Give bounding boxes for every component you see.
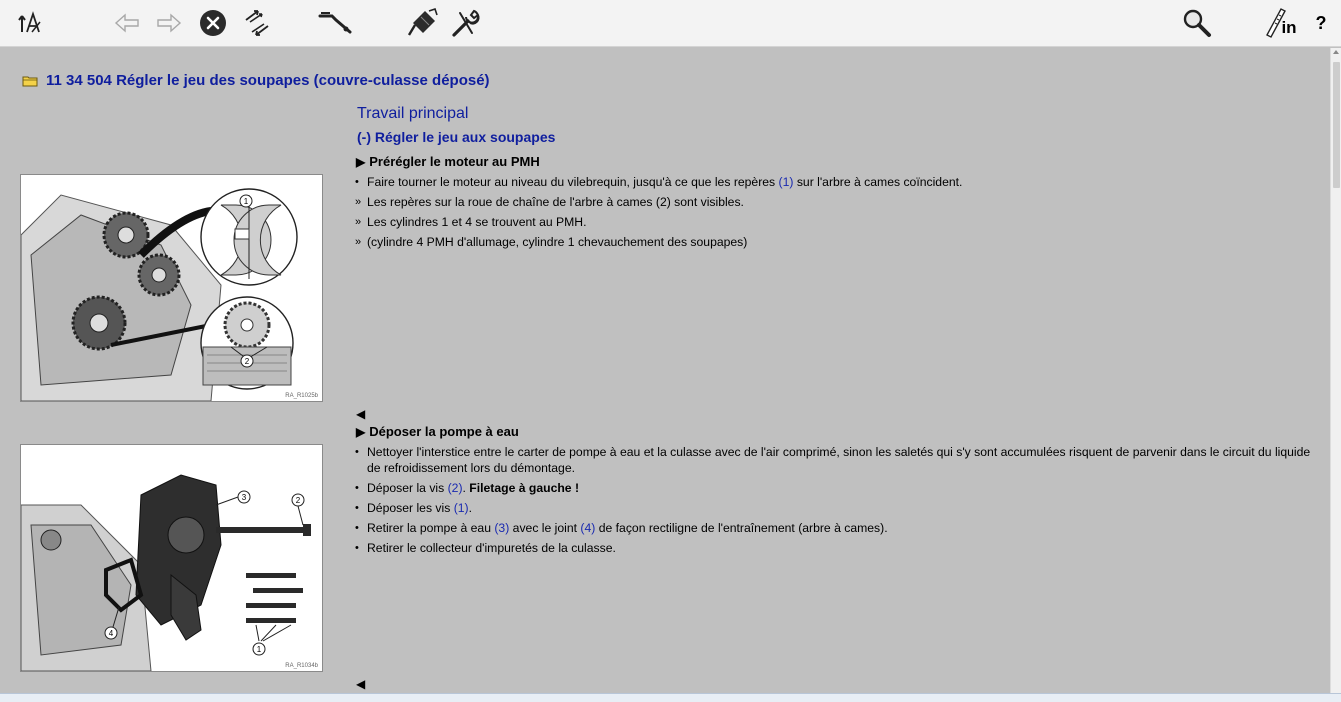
line-text: Les repères sur la roue de chaîne de l'arbre à cames (2) sont visibles. (367, 195, 744, 209)
step-2-marker: ▶ (356, 424, 366, 439)
callout-2: 2 (244, 357, 250, 366)
sync-button[interactable] (240, 6, 274, 40)
step-1-line-3 (355, 214, 1325, 230)
step-2-line-1 (355, 444, 1325, 476)
wrench-button[interactable] (449, 6, 483, 40)
result-marker: » (355, 216, 362, 228)
line-text: . (462, 481, 470, 495)
section-heading: Travail principal (357, 105, 469, 122)
tool-icon (318, 8, 352, 38)
line-text: Faire tourner le moteur au niveau du vilebrequin, jusqu'à ce que les repères (367, 175, 779, 189)
step-2-back-arrow[interactable]: ◀ (356, 677, 366, 691)
line-text: Nettoyer l'interstice entre le carter de pompe à eau et la culasse avec de l'air comprimé, sinon les saletés qui s'y sont accumulées risquent de parvenir dans le circuit du liquide de refroidissement lors du démontage. (367, 445, 1311, 475)
scroll-up-arrow-icon[interactable] (1333, 50, 1339, 54)
line-text: (cylindre 4 PMH d'allumage, cylindre 1 chevauchement des soupapes) (367, 235, 748, 249)
callout-1: 1 (256, 645, 262, 654)
line-text: avec le joint (509, 521, 581, 535)
help-button[interactable] (1304, 6, 1338, 40)
document-title-row (22, 72, 490, 89)
figure-camshaft-timing (20, 174, 323, 402)
bullet-marker: • (355, 446, 359, 458)
help-icon: ? (1315, 12, 1327, 33)
grease-gun-button[interactable] (406, 6, 440, 40)
wrench-icon (450, 7, 482, 39)
step-2-title: Déposer la pompe à eau (369, 424, 519, 439)
vertical-scrollbar[interactable] (1330, 48, 1341, 693)
line-text: . (468, 501, 472, 515)
document-title: 11 34 504 Régler le jeu des soupapes (couvre-culasse déposé) (46, 72, 490, 89)
step-1-line-1 (355, 174, 1325, 190)
document-viewer (12, 48, 1330, 693)
callout-1: 1 (243, 197, 249, 206)
water-pump-illustration (21, 445, 322, 671)
step-1-back-arrow[interactable]: ◀ (356, 407, 366, 421)
grease-gun-icon (407, 7, 439, 39)
magnifier-icon (1182, 8, 1212, 38)
reference-link-1[interactable]: (1) (453, 501, 469, 515)
bullet-marker: • (355, 522, 359, 534)
callout-4: 4 (108, 629, 114, 638)
forward-button[interactable] (152, 6, 186, 40)
line-text: Retirer le collecteur d'impuretés de la culasse. (367, 541, 616, 555)
callout-3: 3 (241, 493, 247, 502)
figure-code: RA_R1025b (285, 393, 318, 399)
toolbar (0, 0, 1341, 47)
step-2-line-3 (355, 500, 1325, 516)
reference-link-2[interactable]: (2) (447, 481, 463, 495)
figure-code: RA_R1034b (285, 663, 318, 669)
reference-link-3[interactable]: (3) (494, 521, 510, 535)
warning-text: Filetage à gauche ! (469, 481, 580, 495)
camshaft-timing-illustration (21, 175, 322, 401)
overview-icon (18, 10, 44, 36)
info-label: in (1281, 18, 1297, 37)
folder-icon (22, 75, 38, 87)
bullet-marker: • (355, 176, 359, 188)
line-text: Retirer la pompe à eau (367, 521, 495, 535)
step-1-heading (356, 154, 540, 169)
figure-water-pump (20, 444, 323, 672)
line-text: Déposer la vis (367, 481, 448, 495)
step-2-heading (356, 424, 519, 439)
step-2-line-4 (355, 520, 1325, 536)
close-button[interactable] (196, 6, 230, 40)
back-button[interactable] (110, 6, 144, 40)
bullet-marker: • (355, 502, 359, 514)
step-2-line-2 (355, 480, 1325, 496)
overview-button[interactable] (14, 6, 48, 40)
close-icon (199, 9, 227, 37)
line-text: de façon rectiligne de l'entraînement (arbre à cames). (595, 521, 888, 535)
scroll-thumb[interactable] (1333, 62, 1340, 188)
callout-2: 2 (295, 496, 301, 505)
step-1-line-2 (355, 194, 1325, 210)
tool-button[interactable] (318, 6, 352, 40)
result-marker: » (355, 196, 362, 208)
step-1-line-4 (355, 234, 1325, 250)
arrow-left-icon (113, 12, 141, 34)
step-2-line-5 (355, 540, 1325, 556)
step-1-title: Prérégler le moteur au PMH (369, 154, 540, 169)
arrow-right-icon (155, 12, 183, 34)
step-1-marker: ▶ (356, 154, 366, 169)
reference-link-4[interactable]: (4) (580, 521, 596, 535)
info-button[interactable] (1262, 6, 1300, 40)
result-marker: » (355, 236, 362, 248)
search-button[interactable] (1180, 6, 1214, 40)
subsection-heading: (-) Régler le jeu aux soupapes (357, 129, 556, 145)
line-text: Déposer les vis (367, 501, 454, 515)
line-text: sur l'arbre à cames coïncident. (793, 175, 963, 189)
reference-link-1[interactable]: (1) (778, 175, 794, 189)
sync-arrows-icon (242, 8, 272, 38)
bullet-marker: • (355, 542, 359, 554)
line-text: Les cylindres 1 et 4 se trouvent au PMH. (367, 215, 587, 229)
bullet-marker: • (355, 482, 359, 494)
